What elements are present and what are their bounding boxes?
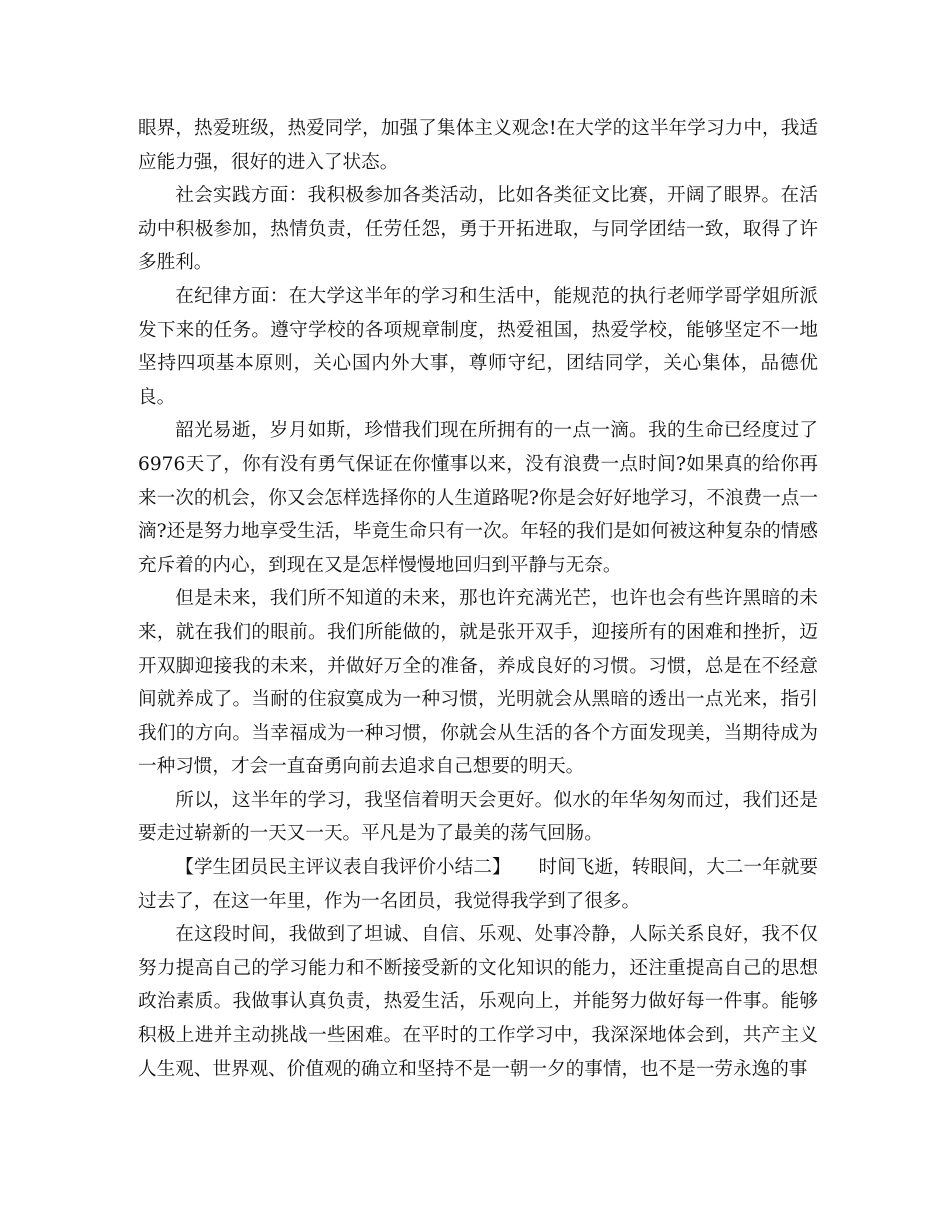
document-page [138, 112, 818, 1086]
paragraph-time-passing: 韶光易逝，岁月如斯，珍惜我们现在所拥有的一点一滴。我的生命已经度过了6976天了，你有没有勇气保证在你懂事以来，没有浪费一点时间?如果真的给你再来一次的机会，你又会怎样选择你的人生道路呢?你是会好好地学习，不浪费一点一滴?还是努力地享受生活，毕竟生命只有一次。年轻的我们是如何被这种复杂的情感充斥着的内心，到现在又是怎样慢慢地回归到平静与无奈。 [138, 420, 818, 576]
paragraph-discipline: 在纪律方面：在大学这半年的学习和生活中，能规范的执行老师学哥学姐所派发下来的任务。遵守学校的各项规章制度，热爱祖国，热爱学校，能够坚定不一地坚持四项基本原则，关心国内外大事，尊师守纪，团结同学，关心集体，品德优良。 [138, 285, 818, 408]
paragraph-section-two-heading: 【学生团员民主评议表自我评价小结二】 时间飞逝，转眼间，大二一年就要过去了，在这一年里，作为一名团员，我觉得我学到了很多。 [138, 857, 818, 912]
paragraph-self-evaluation: 在这段时间，我做到了坦诚、自信、乐观、处事冷静，人际关系良好，我不仅努力提高自己的学习能力和不断接受新的文化知识的能力，还注重提高自己的思想政治素质。我做事认真负责，热爱生活，乐观向上，并能努力做好每一件事。能够积极上进并主动挑战一些困难。在平时的工作学习中，我深深地体会到，共产主义人生观、世界观、价值观的确立和坚持不是一朝一夕的事情，也不是一劳永逸的事 [138, 924, 818, 1080]
paragraph-conclusion: 所以，这半年的学习，我坚信着明天会更好。似水的年华匆匆而过，我们还是要走过崭新的一天又一天。平凡是为了最美的荡气回肠。 [138, 789, 818, 845]
paragraph-future: 但是未来，我们所不知道的未来，那也许充满光芒，也许也会有些许黑暗的未来，就在我们的眼前。我们所能做的，就是张开双手，迎接所有的困难和挫折，迈开双脚迎接我的未来，并做好万全的准备，养成良好的习惯。习惯，总是在不经意间就养成了。当耐的住寂寞成为一种习惯，光明就会从黑暗的透出一点光来，指引我们的方向。当幸福成为一种习惯，你就会从生活的各个方面发现美，当期待成为一种习惯，才会一直奋勇向前去追求自己想要的明天。 [138, 588, 818, 778]
paragraph-social-practice: 社会实践方面：我积极参加各类活动，比如各类征文比赛，开阔了眼界。在活动中积极参加，热情负责，任劳任怨，勇于开拓进取，与同学团结一致，取得了许多胜利。 [138, 185, 818, 274]
paragraph-continuation: 眼界，热爱班级，热爱同学，加强了集体主义观念!在大学的这半年学习力中，我适应能力强，很好的进入了状态。 [138, 118, 818, 173]
